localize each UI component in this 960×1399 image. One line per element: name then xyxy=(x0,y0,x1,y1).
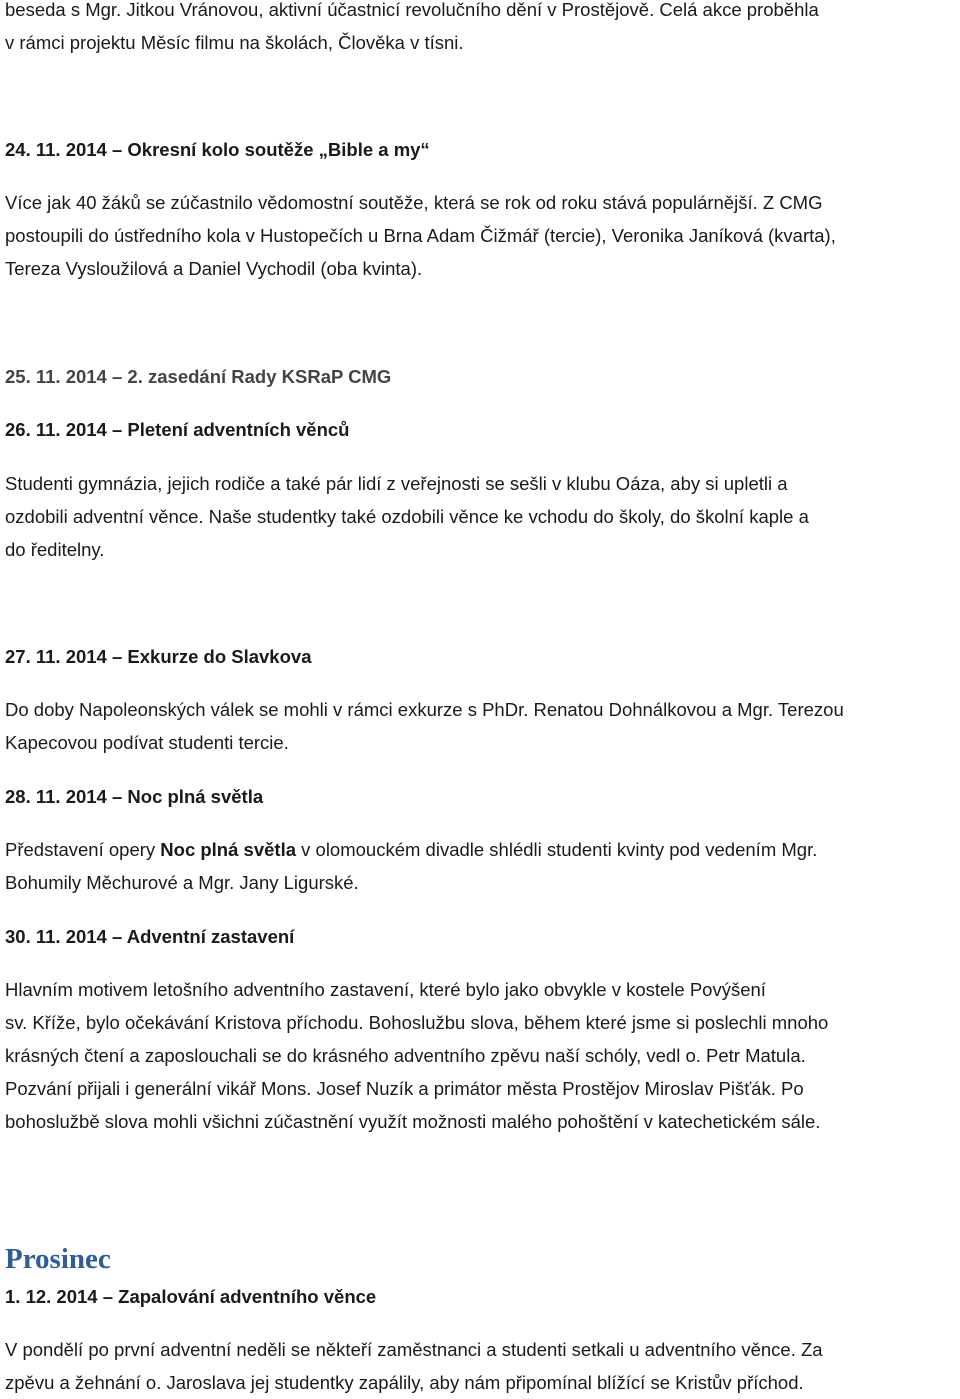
event-text-line: Bohumily Měchurové a Mgr. Jany Ligurské. xyxy=(5,872,359,893)
event-text-line: ozdobili adventní věnce. Naše studentky také ozdobili věnce ke vchodu do školy, do školní kaple a xyxy=(5,506,809,527)
event-text-line: V pondělí po první adventní neděli se někteří zaměstnanci a studenti setkali u adventního věnce. Za xyxy=(5,1339,823,1360)
event-text-line: Studenti gymnázia, jejich rodiče a také pár lidí z veřejnosti se sešli v klubu Oáza, aby si upletli a xyxy=(5,473,788,494)
event-text-line: Do doby Napoleonských válek se mohli v rámci exkurze s PhDr. Renatou Dohnálkovou a Mgr. Terezou xyxy=(5,699,844,720)
event-text-line: do ředitelny. xyxy=(5,539,105,560)
event-heading: 30. 11. 2014 – Adventní zastavení xyxy=(5,926,295,947)
month-heading: Prosinec xyxy=(5,1243,111,1275)
event-text-line: Více jak 40 žáků se zúčastnilo vědomostní soutěže, která se rok od roku stává populárnější. Z CMG xyxy=(5,192,823,213)
event-text-part: v olomouckém divadle shlédli studenti kvinty pod vedením Mgr. xyxy=(296,839,818,860)
opera-title: Noc plná světla xyxy=(160,839,296,860)
event-text-line: Hlavním motivem letošního adventního zastavení, které bylo jako obvykle v kostele Povýšení xyxy=(5,979,766,1000)
event-text-line: Pozvání přijali i generální vikář Mons. Josef Nuzík a primátor města Prostějov Miroslav Pišťák. Po xyxy=(5,1078,804,1099)
intro-line-2: v rámci projektu Měsíc filmu na školách, Člověka v tísni. xyxy=(5,32,464,53)
event-heading: 28. 11. 2014 – Noc plná světla xyxy=(5,786,264,807)
event-heading: 25. 11. 2014 – 2. zasedání Rady KSRaP CMG xyxy=(5,366,392,387)
event-heading: 26. 11. 2014 – Pletení adventních věnců xyxy=(5,419,350,440)
intro-line-1: beseda s Mgr. Jitkou Vránovou, aktivní účastnicí revolučního dění v Prostějově. Celá akce proběhla xyxy=(5,0,819,20)
event-heading: 24. 11. 2014 – Okresní kolo soutěže „Bible a my“ xyxy=(5,139,430,160)
event-text-part: Představení opery xyxy=(5,839,161,860)
event-heading: 27. 11. 2014 – Exkurze do Slavkova xyxy=(5,646,312,667)
event-text-line: bohoslužbě slova mohli všichni zúčastnění využít možnosti malého pohoštění v katechetickém sále. xyxy=(5,1111,821,1132)
event-text-line xyxy=(5,833,955,866)
event-heading: 1. 12. 2014 – Zapalování adventního věnce xyxy=(5,1286,377,1307)
event-text-line: Kapecovou podívat studenti tercie. xyxy=(5,732,289,753)
event-text-line: postoupili do ústředního kola v Hustopečích u Brna Adam Čižmář (tercie), Veronika Janíková (kvarta), xyxy=(5,225,836,246)
event-text-line: zpěvu a žehnání o. Jaroslava jej studentky zapálily, aby nám připomínal blížící se Kristův příchod. xyxy=(5,1372,804,1393)
event-text-line: Tereza Vysloužilová a Daniel Vychodil (oba kvinta). xyxy=(5,258,423,279)
event-text-line: sv. Kříže, bylo očekávání Kristova příchodu. Bohoslužbu slova, během které jsme si poslechli mnoho xyxy=(5,1012,829,1033)
event-text-line: krásných čtení a zaposlouchali se do krásného adventního zpěvu naší schóly, vedl o. Petr Matula. xyxy=(5,1045,806,1066)
